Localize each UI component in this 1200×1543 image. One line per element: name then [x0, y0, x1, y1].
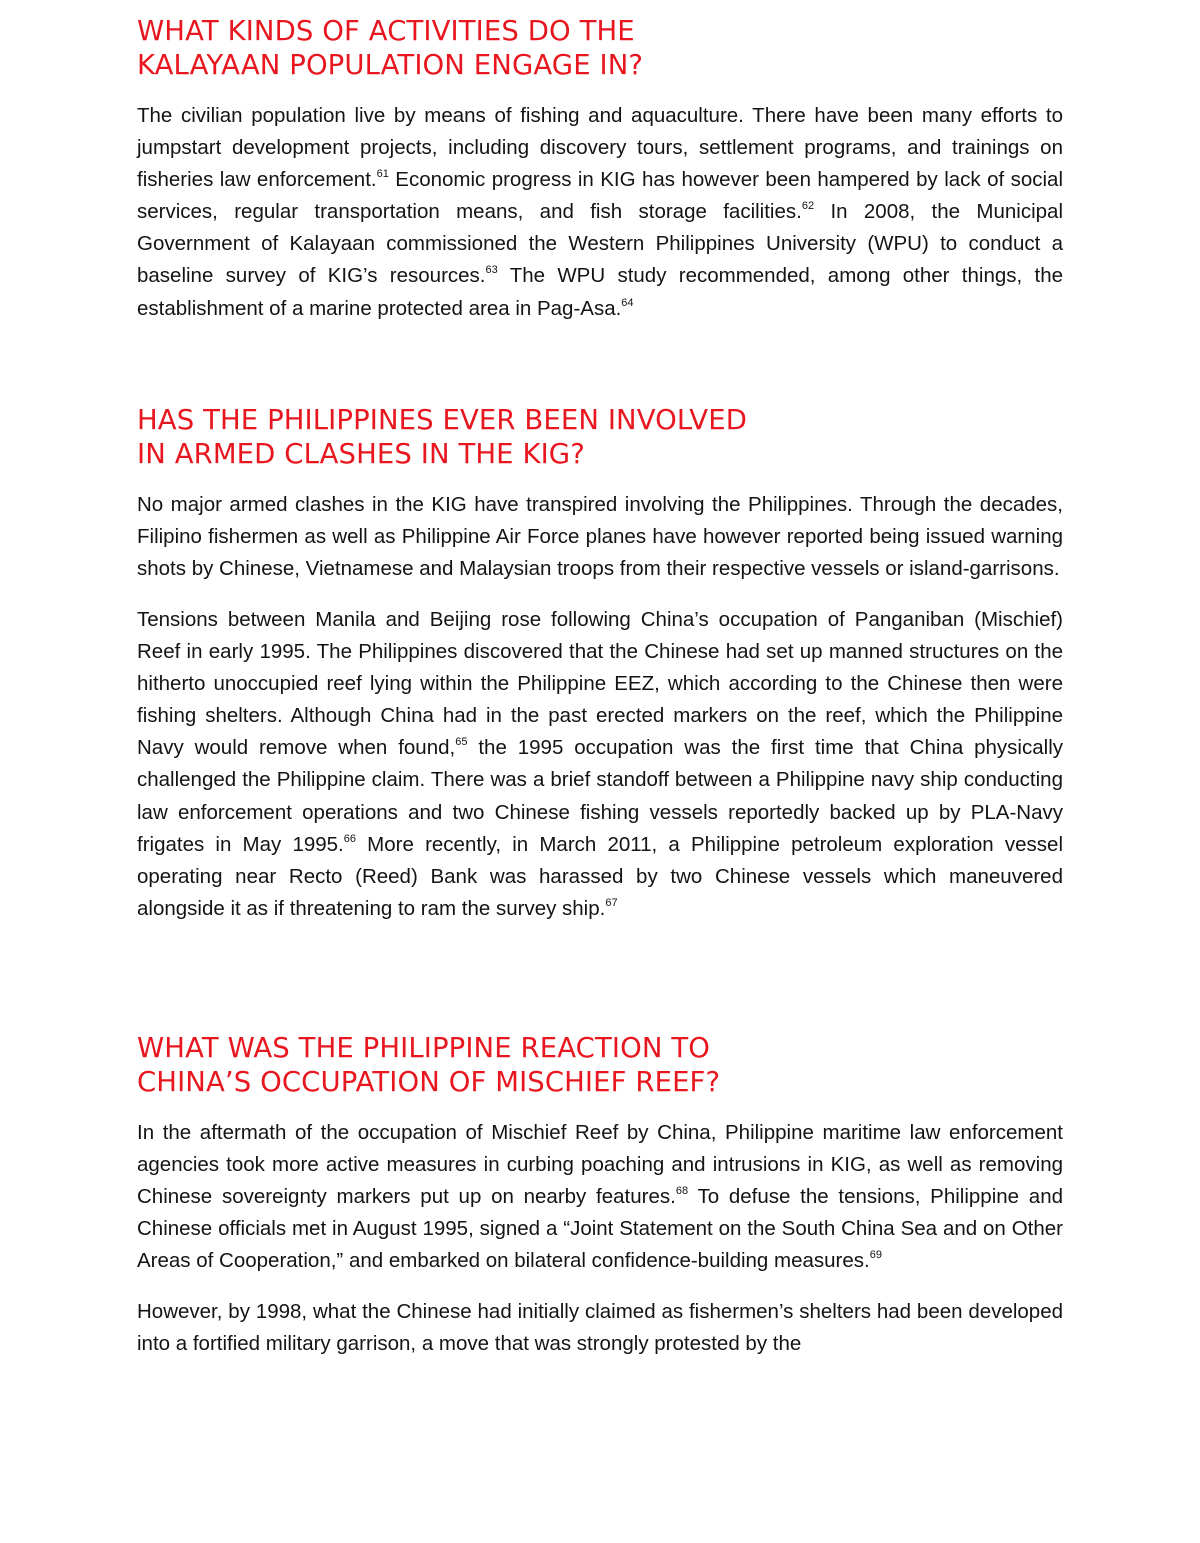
- footnote-ref: 69: [869, 1249, 882, 1262]
- heading-line: HAS THE PHILIPPINES EVER BEEN INVOLVED: [137, 403, 747, 436]
- footnote-ref: 66: [343, 832, 356, 845]
- heading-line: WHAT WAS THE PHILIPPINE REACTION TO: [137, 1031, 710, 1064]
- body-paragraph: [137, 604, 1063, 925]
- section-heading: [137, 1031, 1063, 1099]
- footnote-ref: 61: [376, 168, 389, 181]
- body-paragraph: [137, 1296, 1063, 1360]
- text-run: The WPU study recommended, among other things, the establishment of a marine protected area in Pag-Asa.: [137, 264, 1063, 320]
- text-run: Tensions between Manila and Beijing rose following China’s occupation of Panganiban (Mischief) Reef in early 1995. The Philippines discovered that the Chinese had set up manned structures on the hitherto unoccupied reef lying within the Philippine EEZ, which according to the Chinese then were fishing shelters. Although China had in the past erected markers on the reef, which the Philippine Navy would remove when found,: [137, 607, 1063, 760]
- footnote-ref: 65: [455, 736, 468, 749]
- section-heading: [137, 403, 1063, 471]
- heading-line: KALAYAAN POPULATION ENGAGE IN?: [137, 49, 644, 81]
- text-run: However, by 1998, what the Chinese had initially claimed as fishermen’s shelters had been developed into a fortified military garrison, a move that was strongly protested by the: [137, 1300, 1063, 1356]
- heading-line: WHAT KINDS OF ACTIVITIES DO THE: [137, 15, 635, 47]
- document-page: [137, 14, 1063, 1361]
- body-paragraph: [137, 489, 1063, 585]
- footnote-ref: 67: [605, 896, 618, 909]
- text-run: No major armed clashes in the KIG have transpired involving the Philippines. Through the decades, Filipino fishermen as well as Philippine Air Force planes have however reported being issued warning shots by Chinese, Vietnamese and Malaysian troops from their respective vessels or island-garrisons.: [137, 492, 1063, 580]
- footnote-ref: 68: [675, 1185, 689, 1198]
- heading-line: IN ARMED CLASHES IN THE KIG?: [137, 437, 585, 470]
- section-philippine-reaction: [137, 1031, 1063, 1361]
- text-run: the 1995 occupation was the first time that China physically challenged the Philippine claim. There was a brief standoff between a Philippine navy ship conducting law enforcement operations and two Chinese fishing vessels reportedly backed up by PLA-Navy frigates in May 1995.: [137, 736, 1063, 856]
- text-run: In 2008, the Municipal Government of Kalayaan commissioned the Western Philippines University (WPU) to conduct a baseline survey of KIG’s resources.: [137, 200, 1063, 288]
- text-run: In the aftermath of the occupation of Mischief Reef by China, Philippine maritime law enforcement agencies took more active measures in curbing poaching and intrusions in KIG, as well as removing Chinese sovereignty markers put up on nearby features.: [137, 1120, 1063, 1209]
- heading-line: CHINA’S OCCUPATION OF MISCHIEF REEF?: [137, 1065, 721, 1098]
- text-run: To defuse the tensions, Philippine and Chinese officials met in August 1995, signed a “Joint Statement on the South China Sea and on Other Areas of Cooperation,” and embarked on bilateral confidence-building measures.: [137, 1185, 1064, 1273]
- text-run: More recently, in March 2011, a Philippine petroleum exploration vessel operating near Recto (Reed) Bank was harassed by two Chinese vessels which maneuvered alongside it as if threatening to ram the survey ship.: [137, 832, 1063, 920]
- section-activities: [137, 14, 1063, 325]
- footnote-ref: 62: [801, 200, 815, 213]
- footnote-ref: 64: [621, 296, 634, 309]
- body-paragraph: [137, 100, 1063, 325]
- footnote-ref: 63: [485, 264, 498, 277]
- text-run: The civilian population live by means of fishing and aquaculture. There have been many efforts to jumpstart development projects, including discovery tours, settlement programs, and trainings on fisheries law enforcement.: [137, 104, 1063, 192]
- body-paragraph: [137, 1117, 1063, 1277]
- section-heading: [137, 14, 1063, 82]
- section-armed-clashes: [137, 403, 1063, 925]
- text-run: Economic progress in KIG has however been hampered by lack of social services, regular transportation means, and fish storage facilities.: [137, 168, 1063, 224]
